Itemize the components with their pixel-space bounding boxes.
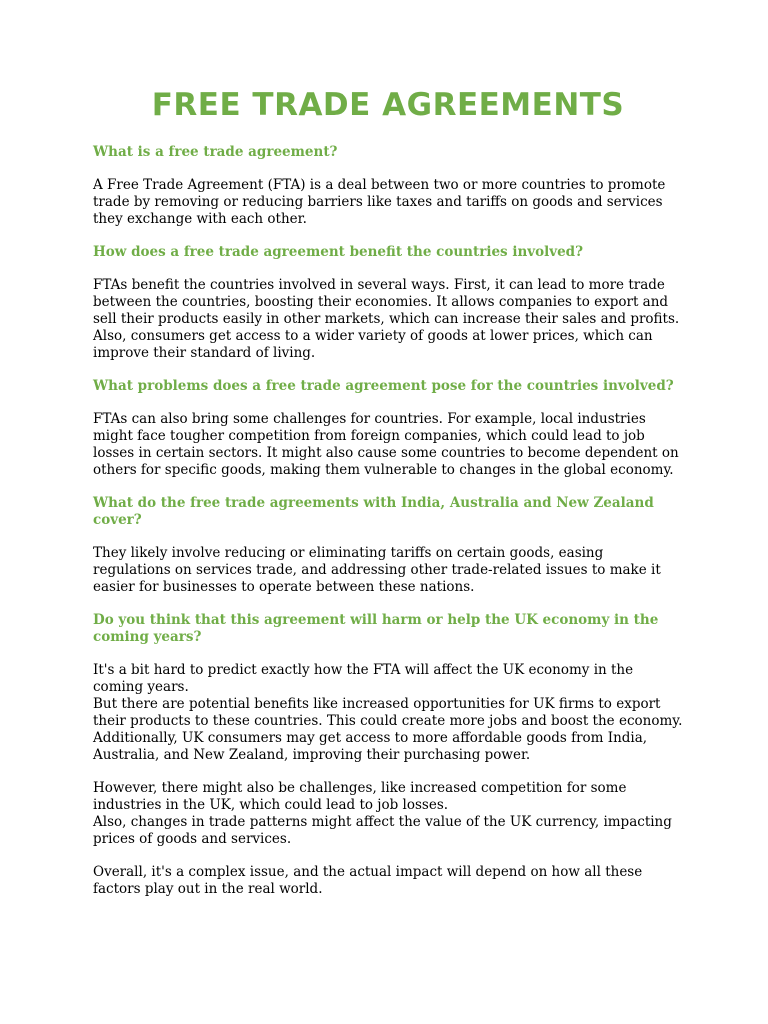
document-title: FREE TRADE AGREEMENTS [151, 87, 625, 123]
section-1-question: What is a free trade agreement? [93, 144, 338, 160]
section-5-paragraph-3: Overall, it's a complex issue, and the actual impact will depend on how all these factors play out in the real world. [93, 864, 643, 897]
document-page [93, 84, 683, 898]
section-4-question: What do the free trade agreements with India, Australia and New Zealand cover? [93, 495, 654, 528]
section-2-question: How does a free trade agreement benefit the countries involved? [93, 244, 584, 260]
section-3-paragraph: FTAs can also bring some challenges for countries. For example, local industries might face tougher competition from foreign companies, which could lead to job losses in certain sectors. It might also cause some countries to become dependent on others for specific goods, making them vulnerable to changes in the global economy. [93, 411, 679, 478]
section-4-paragraph: They likely involve reducing or eliminating tariffs on certain goods, easing regulations on services trade, and addressing other trade-related issues to make it easier for businesses to operate between these nations. [93, 545, 661, 595]
section-5-paragraph-2: However, there might also be challenges, like increased competition for some industries in the UK, which could lead to job losses. Also, changes in trade patterns might affect the value of the UK currency, impacting prices of goods and services. [93, 780, 672, 847]
section-5-paragraph-1: It's a bit hard to predict exactly how the FTA will affect the UK economy in the coming years. But there are potential benefits like increased opportunities for UK firms to export their products to these countries. This could create more jobs and boost the economy. Additionally, UK consumers may get access to more affordable goods from India, Australia, and New Zealand, improving their purchasing power. [93, 662, 683, 763]
section-5-question: Do you think that this agreement will harm or help the UK economy in the coming years? [93, 612, 659, 645]
section-3-question: What problems does a free trade agreement pose for the countries involved? [93, 378, 674, 394]
section-1-paragraph: A Free Trade Agreement (FTA) is a deal between two or more countries to promote trade by removing or reducing barriers like taxes and tariffs on goods and services they exchange with each other. [93, 177, 666, 227]
section-2-paragraph: FTAs benefit the countries involved in several ways. First, it can lead to more trade between the countries, boosting their economies. It allows companies to export and sell their products easily in other markets, which can increase their sales and profits. Also, consumers get access to a wider variety of goods at lower prices, which can improve their standard of living. [93, 277, 680, 361]
